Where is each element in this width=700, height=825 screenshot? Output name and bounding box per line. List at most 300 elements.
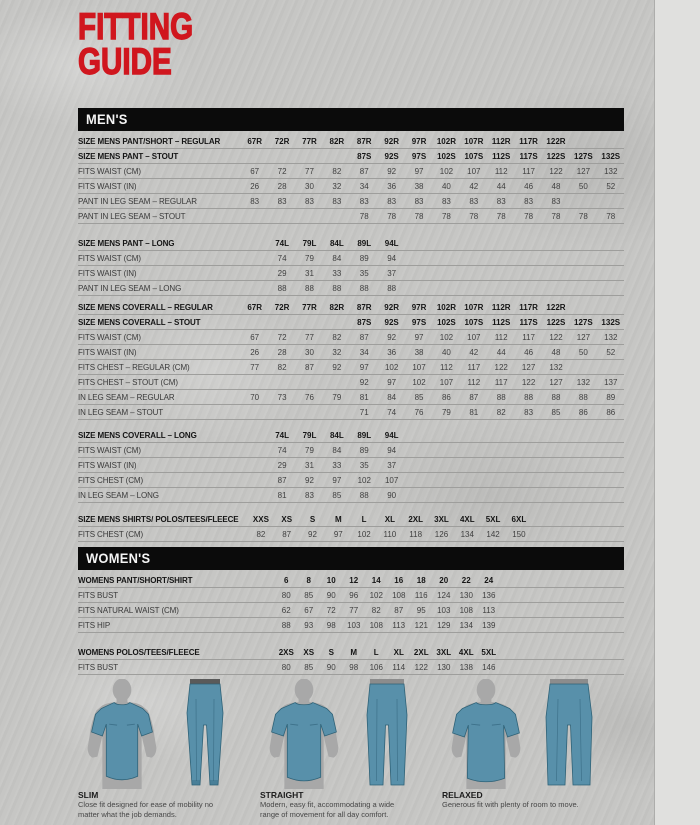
table-cell: S — [328, 647, 334, 657]
table-cell: 82R — [329, 136, 345, 146]
table-row — [78, 390, 624, 405]
table-cell: 88 — [578, 392, 588, 402]
table-cell: 83 — [414, 196, 424, 206]
table-cell: 89L — [357, 238, 372, 248]
table-cell: 37 — [387, 268, 397, 278]
table-cell: 87R — [356, 302, 372, 312]
row-label: FITS NATURAL WAIST (CM) — [78, 605, 179, 615]
table-row — [78, 375, 624, 390]
table-cell: 62 — [281, 605, 291, 615]
table-cell: 3XL — [436, 647, 452, 657]
table-cell: 42 — [469, 181, 479, 191]
table-cell: 107R — [464, 302, 484, 312]
table-cell: 67R — [247, 136, 263, 146]
table-cell: 82 — [332, 332, 342, 342]
table-cell: 35 — [359, 268, 369, 278]
row-label: FITS WAIST (CM) — [78, 166, 141, 176]
table-cell: 88 — [277, 283, 287, 293]
table-row — [78, 603, 624, 618]
fit-group-straight — [260, 677, 442, 825]
table-cell: 127 — [549, 377, 563, 387]
table-row — [78, 660, 624, 675]
page-edge-strip — [654, 0, 700, 825]
row-label: FITS WAIST (IN) — [78, 347, 137, 357]
table-cell: 92 — [305, 475, 314, 485]
table-cell: 90 — [326, 662, 336, 672]
table-cell: 29 — [277, 268, 287, 278]
table-cell: 97 — [387, 377, 397, 387]
table-cell: 74L — [275, 238, 289, 248]
table-cell: 34 — [359, 181, 369, 191]
table-cell: 77R — [302, 136, 317, 146]
table-cell: 98 — [326, 620, 336, 630]
table-cell: 103 — [437, 605, 451, 615]
table-row — [78, 330, 624, 345]
table-cell: 87 — [359, 166, 369, 176]
table-header-row — [78, 512, 624, 527]
table-cell: 92S — [384, 317, 399, 327]
straight-shirt-illustration — [260, 679, 348, 789]
table-cell: 83 — [305, 490, 314, 500]
table-cell: 130 — [459, 590, 473, 600]
table-cell: 112 — [467, 377, 481, 387]
row-label: SIZE MENS COVERALL – LONG — [78, 430, 197, 440]
table-cell: 50 — [578, 181, 588, 191]
table-cell: 132 — [549, 362, 563, 372]
row-label: SIZE MENS PANT/SHORT – REGULAR — [78, 136, 221, 146]
table-cell: 97 — [414, 332, 424, 342]
table-cell: 110 — [383, 529, 397, 539]
table-cell: 92S — [384, 151, 399, 161]
straight-pants-illustration — [357, 677, 417, 789]
table-cell: 85 — [304, 662, 314, 672]
table-cell: 33 — [332, 268, 342, 278]
fit-illustrations — [78, 677, 624, 825]
table-cell: 122S — [546, 317, 566, 327]
table-cell: 94L — [384, 430, 399, 440]
table-cell: L — [373, 647, 379, 657]
table-cell: 127S — [574, 151, 593, 161]
table-header-row — [78, 149, 624, 164]
table-cell: 89 — [359, 253, 369, 263]
table-cell: 88 — [551, 392, 561, 402]
table-cell: 33 — [332, 460, 342, 470]
table-cell: 72R — [274, 136, 290, 146]
table-cell: 79 — [332, 392, 342, 402]
table-cell: 79 — [441, 407, 451, 417]
table-cell: 136 — [482, 590, 496, 600]
table-cell: 2XS — [278, 647, 294, 657]
fit-desc-relaxed: Generous fit with plenty of room to move. — [442, 800, 579, 809]
table-cell: 78 — [387, 211, 397, 221]
table-cell: 82R — [329, 302, 345, 312]
relaxed-pants-illustration — [539, 677, 599, 789]
table-cell: 132S — [601, 151, 621, 161]
table-cell: 34 — [359, 347, 369, 357]
table-cell: 20 — [439, 575, 449, 585]
table-cell: 28 — [277, 181, 287, 191]
table-row — [78, 488, 624, 503]
table-cell: 52 — [606, 347, 616, 357]
table-cell: 90 — [387, 490, 397, 500]
row-label: PANT IN LEG SEAM – STOUT — [78, 211, 186, 221]
table-row — [78, 266, 624, 281]
relaxed-shirt-illustration — [442, 679, 530, 789]
table-cell: 107 — [384, 475, 399, 485]
table-cell: 97 — [414, 166, 424, 176]
table-cell: 67 — [250, 166, 260, 176]
table-cell: 87 — [277, 475, 287, 485]
table-cell: 102 — [439, 332, 454, 342]
table-cell: 122 — [414, 662, 428, 672]
table-cell: 79 — [305, 445, 314, 455]
table-cell: 72R — [274, 302, 290, 312]
table-header-row — [78, 300, 624, 315]
table-cell: 107 — [467, 166, 481, 176]
table-cell: 46 — [524, 347, 534, 357]
table-cell: 102 — [357, 475, 371, 485]
table-cell: 78 — [359, 211, 369, 221]
table-header-row — [78, 134, 624, 149]
table-cell: 48 — [551, 347, 561, 357]
table-cell: 84L — [329, 238, 344, 248]
table-cell: 106 — [369, 662, 383, 672]
table-cell: 102 — [439, 166, 454, 176]
table-cell: 112 — [440, 362, 453, 372]
table-cell: 78 — [578, 211, 588, 221]
table-cell: M — [334, 514, 342, 524]
table-cell: 82 — [496, 407, 506, 417]
table-cell: 102S — [437, 151, 456, 161]
table-cell: 48 — [551, 181, 561, 191]
table-cell: 83 — [524, 407, 534, 417]
table-cell: 82 — [371, 605, 381, 615]
table-cell: 88 — [332, 283, 342, 293]
table-cell: 127 — [521, 362, 536, 372]
table-womens-pant-short-shirt — [78, 573, 624, 633]
table-row — [78, 345, 624, 360]
table-cell: 42 — [469, 347, 479, 357]
table-cell: 67 — [250, 332, 260, 342]
table-cell: 6XL — [511, 514, 527, 524]
table-cell: 31 — [305, 460, 314, 470]
table-cell: 46 — [524, 181, 534, 191]
table-cell: 112 — [494, 332, 508, 342]
table-cell: 77 — [349, 605, 359, 615]
table-cell: 92 — [332, 362, 342, 372]
table-cell: 92 — [359, 377, 369, 387]
table-cell: 134 — [459, 620, 473, 630]
table-cell: 78 — [441, 211, 451, 221]
table-cell: 72 — [326, 605, 336, 615]
table-cell: 37 — [387, 460, 397, 470]
table-cell: 137 — [604, 377, 618, 387]
table-cell: 82 — [256, 529, 266, 539]
row-label: SIZE MENS SHIRTS/ POLOS/TEES/FLEECE — [78, 514, 239, 524]
table-cell: XXS — [252, 514, 269, 524]
table-cell: 52 — [606, 181, 616, 191]
table-cell: 87 — [282, 529, 292, 539]
table-cell: 18 — [416, 575, 426, 585]
table-row — [78, 209, 624, 224]
table-cell: 12 — [349, 575, 359, 585]
table-cell: 32 — [332, 347, 342, 357]
table-row — [78, 194, 624, 209]
table-row — [78, 588, 624, 603]
table-cell: 86 — [441, 392, 451, 402]
table-cell: 77 — [305, 166, 314, 176]
table-cell: 4XL — [459, 514, 475, 524]
table-cell: 72 — [277, 332, 287, 342]
table-cell: 113 — [482, 605, 496, 615]
table-cell: 117S — [519, 151, 538, 161]
table-cell: 81 — [277, 490, 287, 500]
table-cell: 5XL — [485, 514, 501, 524]
table-cell: 83 — [524, 196, 534, 206]
table-cell: 88 — [359, 490, 369, 500]
table-cell: 67 — [304, 605, 314, 615]
table-cell: 117R — [519, 136, 538, 146]
table-cell: 102R — [436, 136, 456, 146]
table-cell: 126 — [434, 529, 449, 539]
table-cell: 74 — [387, 407, 397, 417]
table-cell: 88 — [496, 392, 506, 402]
table-cell: 102 — [369, 590, 383, 600]
table-cell: 107R — [464, 136, 484, 146]
mens-section-header — [78, 108, 624, 131]
table-cell: 78 — [469, 211, 479, 221]
table-cell: 40 — [441, 181, 451, 191]
table-cell: 122 — [549, 166, 563, 176]
table-cell: 94L — [384, 238, 399, 248]
table-cell: 2XL — [408, 514, 424, 524]
table-cell: 117 — [494, 377, 508, 387]
table-cell: 124 — [437, 590, 451, 600]
table-cell: 84L — [329, 430, 344, 440]
table-cell: 31 — [305, 268, 314, 278]
table-mens-pant-short — [78, 134, 624, 224]
fit-desc-straight: Modern, easy fit, accommodating a wide range of movement for all day comfort. — [260, 800, 395, 819]
row-label: FITS WAIST (CM) — [78, 445, 141, 455]
table-cell: 81 — [469, 407, 479, 417]
table-cell: 89L — [357, 430, 372, 440]
table-cell: 84 — [332, 253, 342, 263]
table-cell: 78 — [606, 211, 616, 221]
table-cell: 70 — [250, 392, 260, 402]
table-cell: 77R — [302, 302, 317, 312]
row-label: PANT IN LEG SEAM – LONG — [78, 283, 182, 293]
table-cell: 26 — [250, 181, 260, 191]
table-cell: 83 — [551, 196, 561, 206]
table-cell: 97S — [411, 151, 427, 161]
table-cell: 4XL — [458, 647, 474, 657]
table-cell: 83 — [469, 196, 479, 206]
table-cell: 30 — [305, 347, 314, 357]
table-cell: 28 — [277, 347, 287, 357]
row-label: SIZE MENS PANT – STOUT — [78, 151, 179, 161]
fit-name-relaxed: RELAXED — [442, 790, 483, 800]
table-womens-polos — [78, 645, 624, 675]
table-cell: 78 — [496, 211, 506, 221]
table-cell: 79L — [302, 238, 317, 248]
fit-name-straight: STRAIGHT — [260, 790, 304, 800]
table-cell: 92 — [387, 166, 397, 176]
table-cell: 94 — [387, 445, 397, 455]
row-label: FITS BUST — [78, 662, 118, 672]
table-cell: 85 — [551, 407, 561, 417]
table-cell: 81 — [359, 392, 369, 402]
table-cell: XS — [281, 514, 293, 524]
table-cell: 132S — [601, 317, 621, 327]
table-cell: 36 — [387, 347, 397, 357]
table-row — [78, 179, 624, 194]
table-cell: 44 — [496, 181, 506, 191]
table-cell: 85 — [304, 590, 314, 600]
table-cell: L — [361, 514, 367, 524]
table-cell: 102S — [437, 317, 456, 327]
table-cell: 93 — [304, 620, 314, 630]
table-cell: 87 — [469, 392, 479, 402]
table-row — [78, 443, 624, 458]
table-cell: 85 — [414, 392, 424, 402]
table-cell: 78 — [414, 211, 424, 221]
table-cell: 117 — [467, 362, 481, 372]
table-cell: 112S — [492, 151, 511, 161]
table-cell: 71 — [359, 407, 369, 417]
table-cell: 38 — [414, 347, 424, 357]
table-row — [78, 618, 624, 633]
row-label: WOMENS PANT/SHORT/SHIRT — [78, 575, 193, 585]
table-cell: 16 — [394, 575, 404, 585]
table-mens-pant-long — [78, 236, 624, 296]
table-cell: 92R — [384, 302, 399, 312]
row-label: FITS CHEST – REGULAR (CM) — [78, 362, 190, 372]
table-cell: 32 — [332, 181, 342, 191]
table-cell: 10 — [326, 575, 336, 585]
table-cell: M — [350, 647, 358, 657]
table-cell: 127 — [576, 166, 591, 176]
table-cell: 30 — [305, 181, 314, 191]
table-cell: 36 — [387, 181, 397, 191]
table-cell: XS — [303, 647, 315, 657]
table-cell: 87 — [305, 362, 314, 372]
fit-group-relaxed — [442, 677, 624, 825]
table-header-row — [78, 645, 624, 660]
table-cell: 85 — [332, 490, 342, 500]
table-mens-coverall-long — [78, 428, 624, 503]
table-cell: 117R — [519, 302, 538, 312]
table-cell: 92R — [384, 136, 399, 146]
table-cell: 88 — [359, 283, 369, 293]
table-cell: 2XL — [413, 647, 429, 657]
table-cell: 127S — [574, 317, 593, 327]
table-cell: 74 — [277, 445, 287, 455]
row-label: IN LEG SEAM – LONG — [78, 490, 159, 500]
table-cell: 89 — [359, 445, 369, 455]
table-row — [78, 164, 624, 179]
table-header-row — [78, 428, 624, 443]
table-cell: 107 — [439, 377, 454, 387]
table-cell: 107 — [467, 332, 481, 342]
table-cell: 122R — [546, 302, 566, 312]
row-label: FITS CHEST (CM) — [78, 475, 144, 485]
table-header-row — [78, 236, 624, 251]
table-cell: 83 — [332, 196, 342, 206]
table-cell: 44 — [496, 347, 506, 357]
table-cell: 3XL — [434, 514, 449, 524]
table-cell: 122 — [494, 362, 508, 372]
table-cell: 87S — [357, 317, 372, 327]
table-cell: 97R — [411, 302, 427, 312]
table-cell: 38 — [414, 181, 424, 191]
table-cell: 88 — [524, 392, 534, 402]
row-label: FITS WAIST (CM) — [78, 253, 141, 263]
row-label: SIZE MENS COVERALL – STOUT — [78, 317, 201, 327]
table-cell: 84 — [332, 445, 342, 455]
table-header-row — [78, 573, 624, 588]
table-cell: 116 — [414, 590, 428, 600]
table-cell: 83 — [387, 196, 397, 206]
table-mens-shirts — [78, 512, 624, 542]
fit-group-slim — [78, 677, 260, 825]
row-label: IN LEG SEAM – STOUT — [78, 407, 164, 417]
table-cell: 88 — [281, 620, 291, 630]
row-label: FITS WAIST (IN) — [78, 181, 137, 191]
slim-pants-illustration — [175, 677, 235, 789]
table-cell: 83 — [441, 196, 451, 206]
table-cell: 88 — [305, 283, 314, 293]
table-cell: 83 — [305, 196, 314, 206]
page-title — [78, 6, 194, 82]
table-cell: 142 — [486, 529, 500, 539]
row-label: PANT IN LEG SEAM – REGULAR — [78, 196, 197, 206]
table-cell: 82 — [277, 362, 287, 372]
table-cell: 50 — [578, 347, 588, 357]
table-cell: 121 — [414, 620, 428, 630]
table-cell: 113 — [392, 620, 406, 630]
slim-shirt-illustration — [78, 679, 166, 789]
row-label: FITS WAIST (IN) — [78, 268, 137, 278]
mens-section-label: MEN'S — [86, 111, 128, 127]
page-title-line1: FITTING — [78, 6, 194, 47]
table-cell: 87S — [357, 151, 372, 161]
table-cell: 74L — [275, 430, 289, 440]
table-cell: 83 — [277, 196, 287, 206]
table-cell: 118 — [409, 529, 423, 539]
table-cell: S — [309, 514, 316, 524]
table-cell: 80 — [281, 662, 291, 672]
table-cell: 98 — [349, 662, 359, 672]
table-cell: 90 — [326, 590, 336, 600]
table-cell: 83 — [359, 196, 369, 206]
table-cell: 92 — [308, 529, 317, 539]
row-label: SIZE MENS PANT – LONG — [78, 238, 175, 248]
table-cell: 134 — [460, 529, 474, 539]
table-cell: 127 — [576, 332, 591, 342]
table-cell: 96 — [349, 590, 359, 600]
table-cell: 14 — [371, 575, 381, 585]
table-cell: 108 — [459, 605, 473, 615]
table-cell: 102 — [412, 377, 426, 387]
table-cell: 117S — [519, 317, 538, 327]
table-cell: 35 — [359, 460, 369, 470]
table-row — [78, 405, 624, 420]
table-cell: 87R — [356, 136, 372, 146]
table-cell: 132 — [604, 332, 618, 342]
table-cell: 107S — [464, 317, 484, 327]
table-cell: 40 — [441, 347, 451, 357]
row-label: FITS CHEST – STOUT (CM) — [78, 377, 178, 387]
